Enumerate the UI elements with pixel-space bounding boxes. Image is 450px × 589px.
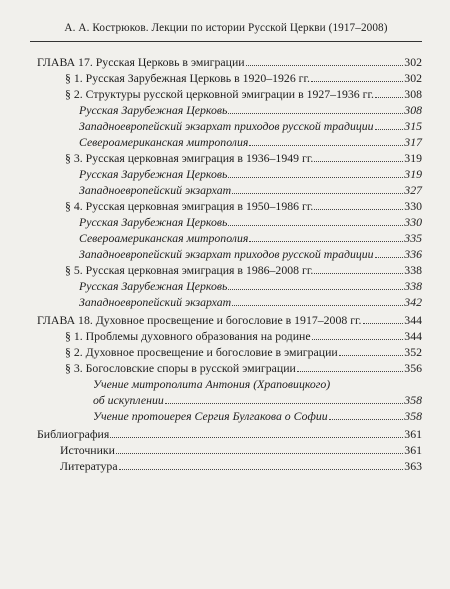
toc-entry-title: § 2. Духовное просвещение и богословие в эмиграции <box>65 345 338 359</box>
toc-entry <box>79 183 422 197</box>
dot-leader <box>228 176 403 178</box>
toc-entry-page: 342 <box>404 295 422 309</box>
toc-entry <box>79 119 422 133</box>
toc-entry-page: 344 <box>404 329 422 343</box>
toc-entry-title: Источники <box>60 443 115 457</box>
toc-entry <box>79 135 422 149</box>
toc-entry <box>37 313 422 327</box>
toc-entry-page: 358 <box>404 393 422 407</box>
toc-entry-page: 363 <box>404 459 422 473</box>
dot-leader <box>314 160 403 162</box>
dot-leader <box>232 304 403 306</box>
toc-entry <box>60 459 422 473</box>
toc-entry-title: Западноевропейский экзархат приходов русской традиции <box>79 247 374 261</box>
dot-leader <box>165 402 404 404</box>
toc-entry-page: 338 <box>404 263 422 277</box>
dot-leader <box>314 272 403 274</box>
toc-entry <box>93 393 422 407</box>
toc-entry-title: § 2. Структуры русской церковной эмиграции в 1927–1936 гг. <box>65 87 374 101</box>
toc-entry-title: Западноевропейский экзархат <box>79 295 232 309</box>
toc-entry-page: 308 <box>404 87 422 101</box>
toc-entry <box>79 247 422 261</box>
toc-entry <box>65 263 422 277</box>
toc-entry-page: 330 <box>404 199 422 213</box>
dot-leader <box>249 144 403 146</box>
dot-leader <box>314 208 403 210</box>
running-head: А. А. Кострюков. Лекции по истории Русской Церкви (1917–2008) <box>64 22 388 34</box>
toc-entry-page: 317 <box>404 135 422 149</box>
dot-leader <box>228 112 403 114</box>
toc-entry <box>79 279 422 293</box>
toc-entry-title: § 3. Русская церковная эмиграция в 1936–1949 гг. <box>65 151 314 165</box>
toc-entry-title: ГЛАВА 18. Духовное просвещение и богословие в 1917–2008 гг. <box>37 313 362 327</box>
dot-leader <box>116 452 403 454</box>
dot-leader <box>232 192 403 194</box>
dot-leader <box>249 240 403 242</box>
toc-entry-title: Библиография <box>37 427 110 441</box>
toc-entry-page: 319 <box>404 151 422 165</box>
dot-leader <box>375 96 403 98</box>
toc-entry <box>37 427 422 441</box>
dot-leader <box>297 370 403 372</box>
toc-entry-page: 315 <box>404 119 422 133</box>
toc-entry-title: Западноевропейский экзархат <box>79 183 232 197</box>
toc-entry-title: Русская Зарубежная Церковь <box>79 167 228 181</box>
toc-entry-title: § 4. Русская церковная эмиграция в 1950–1986 гг. <box>65 199 314 213</box>
toc-entry-page: 327 <box>404 183 422 197</box>
toc-entry <box>79 295 422 309</box>
toc-entry-page: 330 <box>404 215 422 229</box>
dot-leader <box>119 468 404 470</box>
toc-entry <box>93 377 422 391</box>
toc-entry-page: 302 <box>404 71 422 85</box>
toc-entry-page: 338 <box>404 279 422 293</box>
dot-leader <box>375 256 404 258</box>
dot-leader <box>110 436 403 438</box>
toc-entry-title: об искуплении <box>93 393 164 407</box>
toc-entry-page: 308 <box>404 103 422 117</box>
toc-entry <box>37 55 422 69</box>
dot-leader <box>228 288 403 290</box>
toc-entry <box>93 409 422 423</box>
toc-entry-title: Русская Зарубежная Церковь <box>79 279 228 293</box>
dot-leader <box>246 64 404 66</box>
toc-entry-title: Учение митрополита Антония (Храповицкого) <box>93 377 331 391</box>
toc-entry <box>65 87 422 101</box>
toc-entry-title: Русская Зарубежная Церковь <box>79 215 228 229</box>
dot-leader <box>329 418 404 420</box>
dot-leader <box>375 128 404 130</box>
dot-leader <box>228 224 403 226</box>
dot-leader <box>312 338 404 340</box>
toc-entry-page: 302 <box>404 55 422 69</box>
toc-entry <box>65 151 422 165</box>
toc-entry-title: § 1. Русская Зарубежная Церковь в 1920–1926 гг. <box>65 71 310 85</box>
toc-entry-page: 319 <box>404 167 422 181</box>
toc-entry <box>79 103 422 117</box>
toc-entry-title: ГЛАВА 17. Русская Церковь в эмиграции <box>37 55 245 69</box>
toc-entry <box>60 443 422 457</box>
toc-entry-title: Североамериканская митрополия <box>79 231 249 245</box>
toc-entry <box>79 215 422 229</box>
toc-entry <box>65 345 422 359</box>
toc-entry-page: 361 <box>404 443 422 457</box>
dot-leader <box>311 80 403 82</box>
toc-entry <box>65 199 422 213</box>
toc-entry <box>65 361 422 375</box>
dot-leader <box>363 322 404 324</box>
toc-entry-page: 356 <box>404 361 422 375</box>
toc-entry-title: Русская Зарубежная Церковь <box>79 103 228 117</box>
toc-entry-title: Литература <box>60 459 118 473</box>
toc-entry-page: 361 <box>404 427 422 441</box>
toc-entry-page: 352 <box>404 345 422 359</box>
toc-entry-title: Учение протоиерея Сергия Булгакова о Софии <box>93 409 328 423</box>
toc-entry-title: § 1. Проблемы духовного образования на родине <box>65 329 311 343</box>
toc-entry <box>65 71 422 85</box>
toc-entry-page: 344 <box>404 313 422 327</box>
toc-entry <box>79 167 422 181</box>
toc-entry <box>79 231 422 245</box>
toc-entry-page: 335 <box>404 231 422 245</box>
toc-entry-title: § 5. Русская церковная эмиграция в 1986–2008 гг. <box>65 263 314 277</box>
toc-entry <box>65 329 422 343</box>
toc-entry-title: Западноевропейский экзархат приходов русской традиции <box>79 119 374 133</box>
header-rule <box>30 41 422 42</box>
toc-entry-page: 358 <box>404 409 422 423</box>
toc-entry-title: § 3. Богословские споры в русской эмиграции <box>65 361 296 375</box>
dot-leader <box>339 354 404 356</box>
toc-entry-title: Североамериканская митрополия <box>79 135 249 149</box>
toc-entry-page: 336 <box>404 247 422 261</box>
